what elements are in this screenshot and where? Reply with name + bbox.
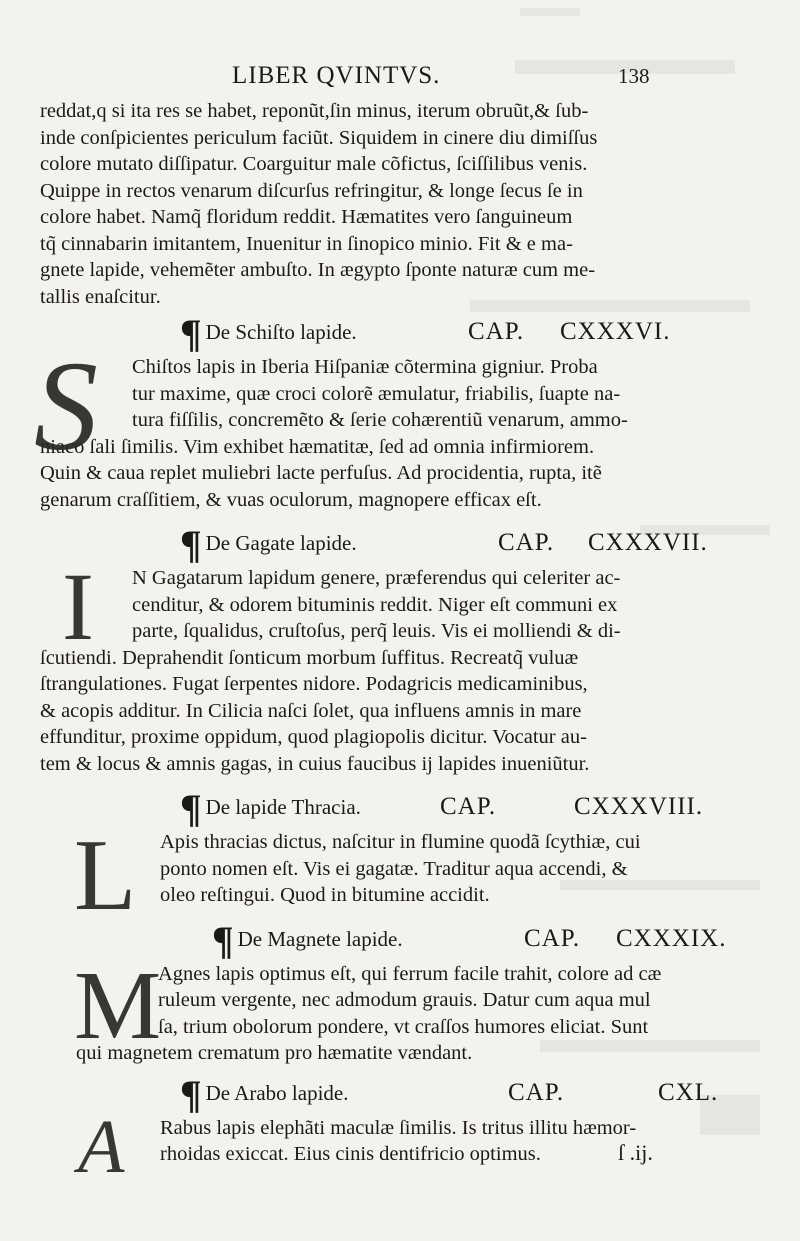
text-line: inde conſpicientes periculum faciũt. Siquidem in cinere diu dimiſſus: [40, 126, 598, 149]
cap-label: CAP.: [508, 1078, 565, 1106]
chapter-title: De Magnete lapide.: [237, 926, 403, 951]
text-line: niaco ſali ſimilis. Vim exhibet hæmatitæ, ſed ad omnia infirmiorem.: [40, 435, 595, 458]
pilcrow-icon: ¶: [180, 522, 202, 568]
chapter-title: De Gagate lapide.: [205, 531, 357, 555]
text-line: & acopis additur. In Cilicia naſci ſolet, qua influens amnis in mare: [40, 699, 582, 722]
chapter-schisto: [34, 311, 770, 513]
text-line: Chiſtos lapis in Iberia Hiſpaniæ cõtermina gigniur. Proba: [132, 356, 598, 378]
pilcrow-icon: ¶: [212, 917, 234, 963]
text-line: colore habet. Namq̃ floridum reddit. Hæmatites vero ſanguineum: [40, 206, 573, 228]
text-block: [34, 98, 770, 1189]
drop-cap: L: [74, 819, 137, 932]
text-line: parte, ſqualidus, cruſtoſus, perq̃ leuis. Vis ei molliendi & di-: [132, 620, 621, 642]
text-line: Rabus lapis elephãti maculæ ſimilis. Is tritus illitu hæmor-: [160, 1116, 637, 1139]
text-line: ſtrangulationes. Fugat ſerpentes nidore. Podagricis medicaminibus,: [40, 673, 588, 695]
cap-label: CAP.: [498, 529, 555, 556]
cap-number: CXXXIX.: [616, 924, 727, 952]
text-line: tem & locus & amnis gagas, in cuius faucibus ij lapides inueniũtur.: [40, 752, 590, 775]
heading-prefix: [40, 786, 361, 832]
heading-prefix: [40, 917, 403, 963]
pilcrow-icon: ¶: [180, 311, 202, 357]
opening-paragraph: [40, 98, 770, 310]
text-line: colore mutato diſſipatur. Coarguitur male cõfictus, ſciſſilibus venis.: [40, 153, 588, 175]
text-line: ruleum vergente, nec admodum grauis. Datur cum aqua mul: [158, 989, 651, 1011]
text-line: oleo reſtingui. Quod in bitumine accidit.: [160, 884, 490, 906]
text-line: effunditur, proxime oppidum, quod plagiopolis dicitur. Vocatur au-: [40, 726, 587, 748]
text-line: ſa, trium obolorum pondere, vt craſſos humores eliciat. Sunt: [158, 1015, 649, 1038]
chapter-title: De lapide Thracia.: [205, 795, 361, 819]
cap-number: CXL.: [658, 1078, 719, 1106]
text-line: tq̃ cinnabarin imitantem, Inuenitur in ſinopico minio. Fit & e ma-: [40, 232, 573, 255]
pilcrow-icon: ¶: [180, 786, 202, 832]
heading-prefix: [40, 522, 357, 568]
text-line: qui magnetem crematum pro hæmatite vændant.: [76, 1042, 473, 1064]
text-line: tur maxime, quæ croci colorẽ æmulatur, friabilis, ſuapte na-: [132, 382, 621, 405]
chapter-thracia: [40, 786, 770, 932]
chapter-heading: [40, 522, 770, 568]
cap-number: CXXXVI.: [560, 318, 671, 345]
chapter-title: De Schiſto lapide.: [205, 320, 357, 344]
text-line: rhoidas exiccat. Eius cinis dentifricio optimus.: [160, 1143, 541, 1165]
text-line: tallis enaſcitur.: [40, 285, 161, 308]
chapter-magnete: [40, 919, 770, 1067]
text-line: cenditur, & odorem bituminis reddit. Niger eſt communi ex: [132, 593, 618, 616]
cap-label: CAP.: [468, 318, 525, 345]
pilcrow-icon: ¶: [180, 1071, 202, 1117]
chapter-heading: [40, 786, 770, 832]
text-line: N Gagatarum lapidum genere, præferendus qui celeriter ac-: [132, 567, 621, 589]
chapter-heading: [40, 1071, 770, 1117]
drop-cap: M: [74, 951, 162, 1060]
text-line: Agnes lapis optimus eſt, qui ferrum facile trahit, colore ad cæ: [158, 962, 662, 985]
drop-cap: A: [78, 1104, 125, 1189]
page-header: [0, 62, 800, 96]
text-line: Quin & caua replet muliebri lacte perfuſus. Ad procidentia, rupta, itẽ: [40, 462, 602, 484]
text-line: tura fiſſilis, concremẽto & ſerie cohærentiũ venarum, ammo-: [132, 409, 628, 431]
drop-cap: I: [62, 553, 94, 660]
page-number: 138: [618, 64, 650, 88]
text-line: genarum craſſitiem, & vuas oculorum, magnopere efficax eſt.: [40, 488, 542, 511]
text-line: Apis thracias dictus, naſcitur in flumine quodã ſcythiæ, cui: [160, 831, 641, 853]
chapter-gagate: [40, 523, 770, 777]
chapter-arabo: [40, 1071, 770, 1189]
text-line: ponto nomen eſt. Vis ei gagatæ. Traditur aqua accendi, &: [160, 857, 628, 880]
heading-prefix: [40, 1071, 349, 1117]
cap-label: CAP.: [440, 793, 497, 820]
chapter-heading: [40, 311, 770, 357]
text-line: reddat,q si ita res se habet, reponũt,ſin minus, iterum obruũt,& ſub-: [40, 100, 589, 122]
text-line: ſcutiendi. Deprahendit ſonticum morbum ſuffitus. Recreatq̃ vuluæ: [40, 646, 579, 669]
chapter-title: De Arabo lapide.: [205, 1080, 349, 1105]
cap-label: CAP.: [524, 924, 581, 952]
cap-number: CXXXVII.: [588, 529, 708, 556]
signature-mark: ſ .ij.: [618, 1140, 653, 1165]
running-head: LIBER QVINTVS.: [232, 62, 441, 89]
text-line: Quippe in rectos venarum diſcurſus refringitur, & longe ſecus ſe in: [40, 179, 583, 202]
drop-cap: S: [34, 335, 98, 477]
text-line: gnete lapide, vehemẽter ambuſto. In ægypto ſponte naturæ cum me-: [40, 259, 596, 281]
cap-number: CXXXVIII.: [574, 793, 704, 820]
